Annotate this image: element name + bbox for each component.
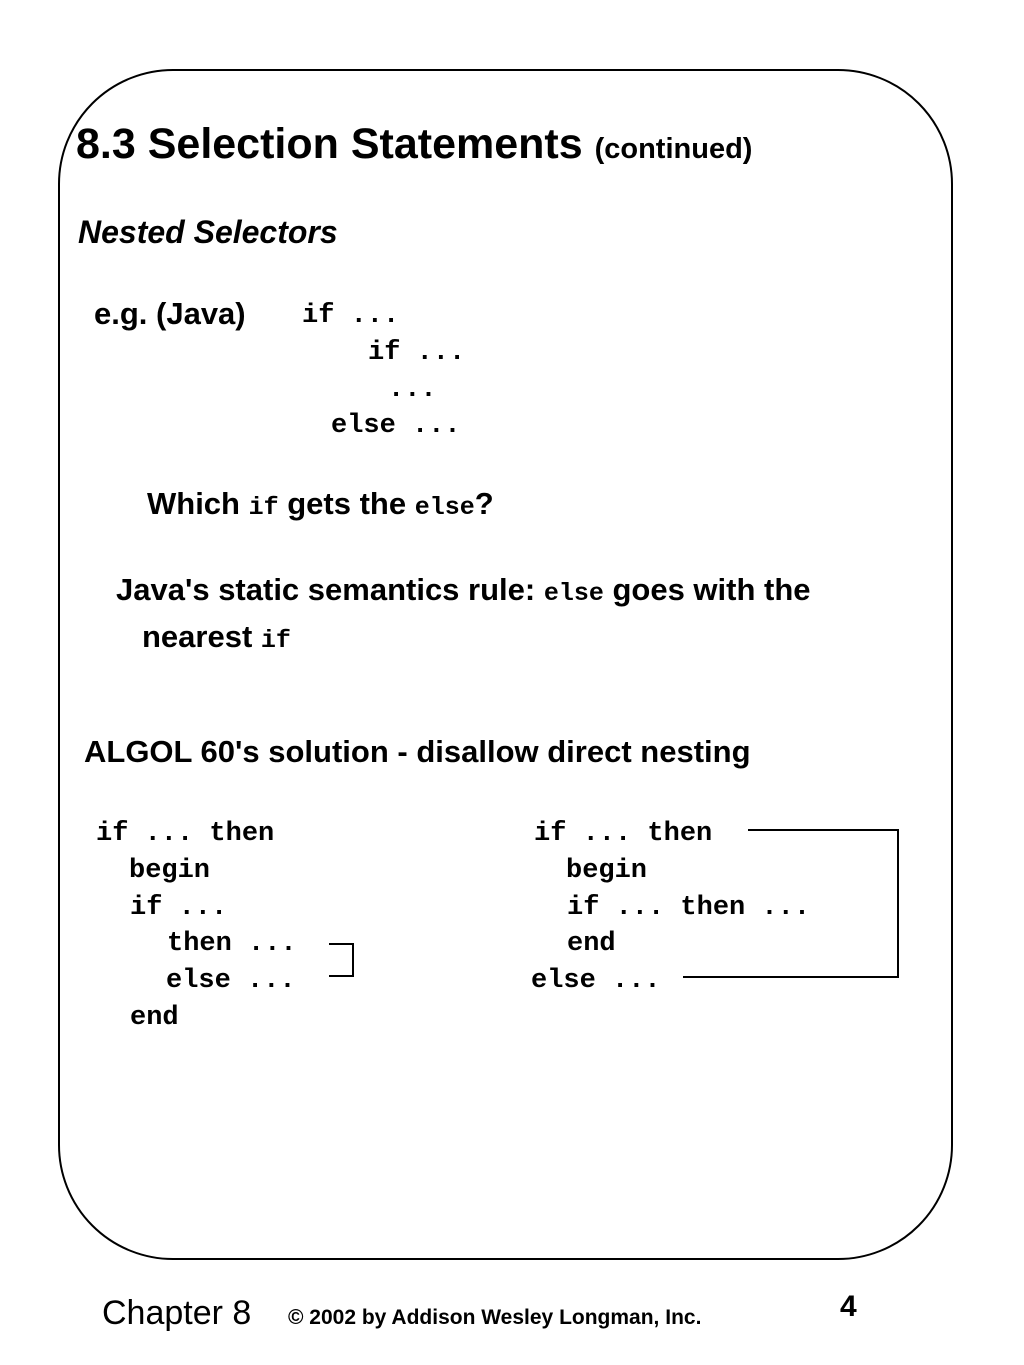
rule-keyword-else: else (543, 579, 604, 608)
question-part-1: Which (147, 486, 249, 521)
page-number: 4 (840, 1290, 857, 1323)
left-bracket (329, 944, 353, 976)
algol-left-line-1: if ... then (96, 819, 275, 849)
java-code-line-4: else ... (331, 411, 461, 441)
algol-right-line-4: end (567, 929, 616, 959)
question-part-2: gets the (278, 486, 415, 521)
algol-left-line-4: then ... (167, 929, 297, 959)
question-keyword-else: else (414, 493, 475, 522)
algol-right-line-2: begin (566, 856, 648, 886)
algol-right-line-5: else ... (531, 966, 661, 996)
algol-right-line-1: if ... then (534, 819, 713, 849)
right-bracket (683, 830, 898, 977)
algol-left-line-2: begin (129, 856, 211, 886)
footer-copyright: © 2002 by Addison Wesley Longman, Inc. (288, 1306, 702, 1329)
rule-part-1: Java's static semantics rule: (116, 572, 544, 607)
example-label: e.g. (Java) (94, 296, 246, 331)
algol-left-line-6: end (130, 1003, 179, 1033)
rule-part-3: nearest (142, 619, 261, 654)
java-code-line-2: if ... (368, 338, 466, 368)
question-part-3: ? (474, 486, 494, 521)
title-main: 8.3 Selection Statements (76, 120, 583, 168)
footer-chapter: Chapter 8 (102, 1294, 252, 1332)
section-heading: Nested Selectors (78, 214, 338, 250)
algol-heading: ALGOL 60's solution - disallow direct nesting (84, 734, 751, 769)
algol-left-line-3: if ... (130, 893, 228, 923)
algol-left-line-5: else ... (166, 966, 296, 996)
title-suffix: (continued) (594, 133, 753, 165)
question-keyword-if: if (248, 493, 279, 522)
java-code-line-3: ... (388, 375, 437, 405)
rule-keyword-if: if (260, 626, 291, 655)
algol-right-line-3: if ... then ... (567, 893, 811, 923)
java-code-line-1: if ... (302, 301, 400, 331)
rule-part-2: goes with the (603, 572, 811, 607)
